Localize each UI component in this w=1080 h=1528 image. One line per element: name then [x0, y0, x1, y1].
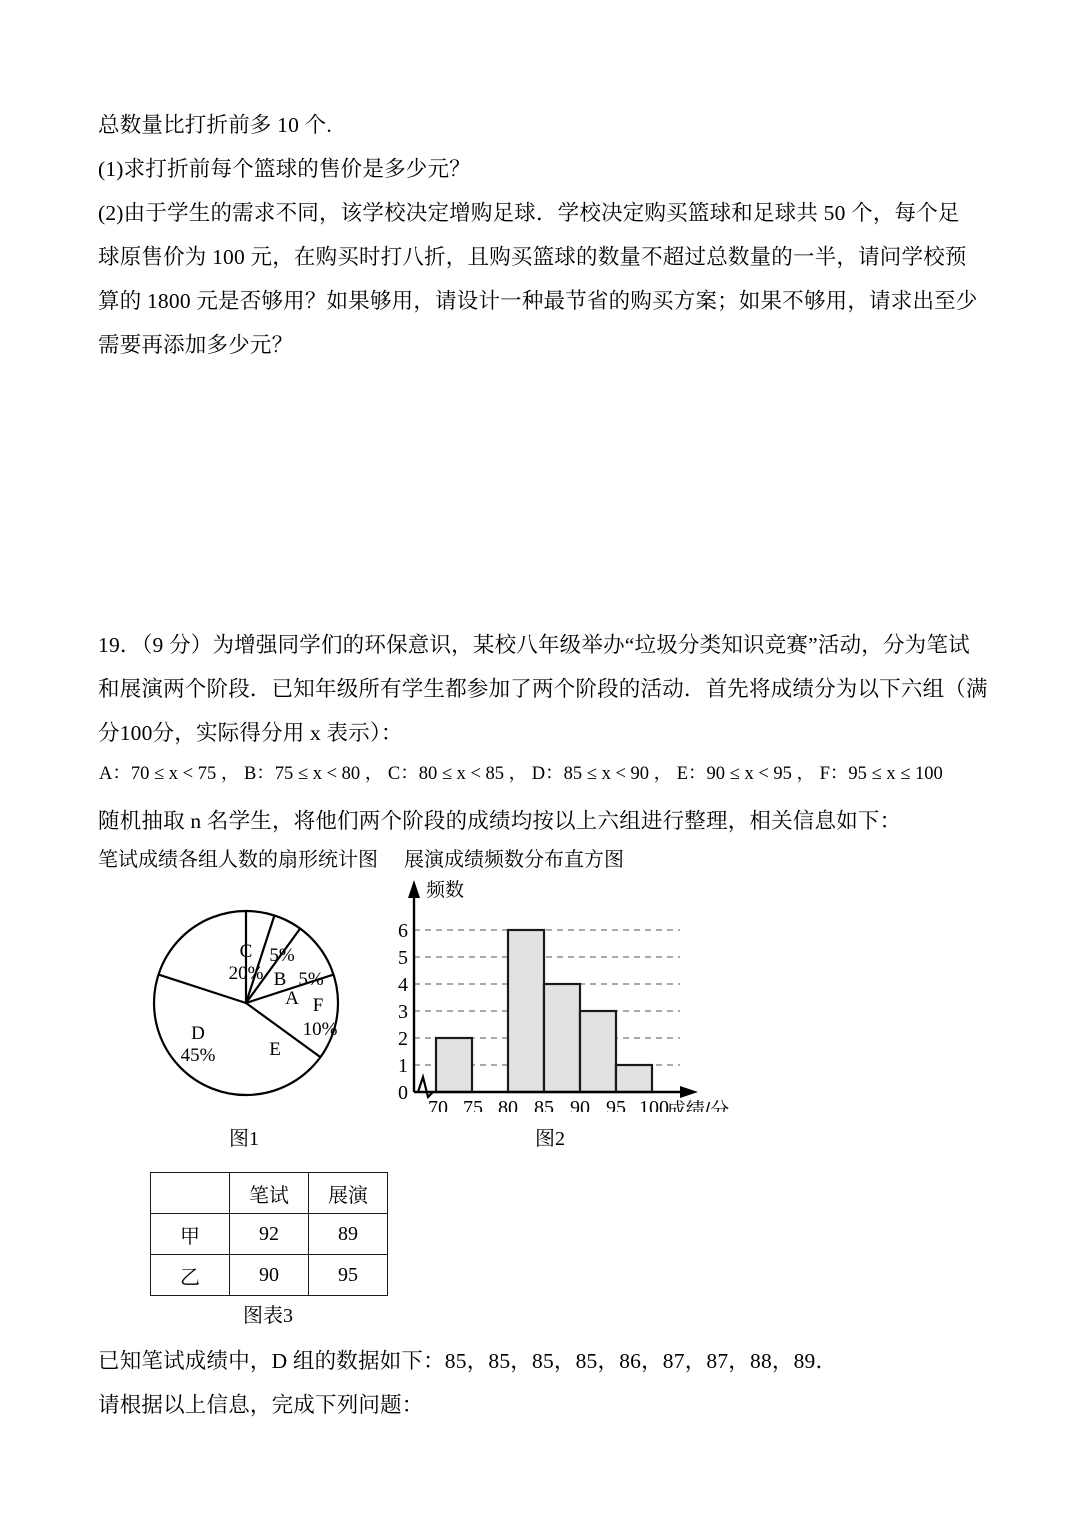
bar-95-100 — [616, 1065, 652, 1092]
bar-85-90 — [544, 984, 580, 1092]
table-row — [151, 1255, 388, 1296]
pie-chart-svg — [140, 895, 365, 1110]
paragraph-question-1: (1)求打折前每个篮球的售价是多少元？ — [98, 157, 471, 181]
question-19-footer-line-2: 请根据以上信息，完成下列问题： — [98, 1393, 424, 1417]
bar-chart-bars — [436, 930, 652, 1092]
x-tick-85: 85 — [534, 1097, 554, 1112]
question-19-footer-line-1: 已知笔试成绩中，D 组的数据如下：85，85，85，85，86，87，87，88，89． — [98, 1349, 838, 1373]
pie-percent-F: 10% — [302, 1019, 338, 1040]
x-tick-95: 95 — [606, 1097, 626, 1112]
question-19-groups-line: A：70 ≤ x < 75 ， B：75 ≤ x < 80 ， C：80 ≤ x < 85 ， D：85 ≤ x < 90 ， E：90 ≤ x < 95 ， F：95 ≤ x ≤ 100 — [99, 764, 943, 784]
pie-percent-A: 5% — [298, 969, 324, 990]
pie-label-B: B — [273, 969, 287, 990]
x-tick-75: 75 — [463, 1097, 483, 1112]
x-tick-80: 80 — [498, 1097, 518, 1112]
table-cell-yi-bishi: 90 — [230, 1255, 309, 1296]
table-row-label-jia: 甲 — [151, 1214, 230, 1255]
y-tick-5: 5 — [398, 947, 408, 969]
paragraph-question-2-line-3: 算的 1800 元是否够用？如果够用，请设计一种最节省的购买方案；如果不够用，请求出至少 — [98, 289, 978, 313]
bar-chart-svg — [392, 872, 752, 1112]
question-19-line-3: 分100分，实际得分用 x 表示）： — [98, 721, 403, 745]
table-header-row — [151, 1173, 388, 1214]
table-cell-jia-zhanyan: 89 — [309, 1214, 388, 1255]
pie-label-F: F — [312, 995, 324, 1016]
axis-break-icon — [418, 1077, 433, 1097]
figure-2-caption: 图2 — [535, 1128, 565, 1150]
bar-chart-y-ticks — [398, 920, 408, 1104]
pie-chart — [140, 895, 365, 1110]
pie-label-C: C — [239, 941, 253, 962]
bar-70-75 — [436, 1038, 472, 1092]
figure-1-caption: 图1 — [229, 1128, 259, 1150]
table-cell-jia-bishi: 92 — [230, 1214, 309, 1255]
x-tick-70: 70 — [428, 1097, 448, 1112]
question-19-line-4: 随机抽取 n 名学生，将他们两个阶段的成绩均按以上六组进行整理，相关信息如下： — [98, 809, 902, 833]
table-corner-cell — [151, 1173, 230, 1214]
y-tick-2: 2 — [398, 1028, 408, 1050]
table-3-caption: 图表3 — [243, 1305, 293, 1327]
score-table — [150, 1172, 388, 1296]
pie-label-E: E — [269, 1039, 281, 1060]
pie-percent-D: 45% — [180, 1045, 216, 1066]
bar-chart — [392, 872, 752, 1112]
paragraph-question-2-line-4: 需要再添加多少元？ — [98, 333, 294, 357]
y-tick-6: 6 — [398, 920, 408, 942]
paragraph-question-2-line-1: (2)由于学生的需求不同，该学校决定增购足球．学校决定购买篮球和足球共 50 个，每个足 — [98, 201, 960, 225]
paragraph-line-1: 总数量比打折前多 10 个. — [98, 113, 332, 137]
bar-80-85 — [508, 930, 544, 1092]
x-axis-arrow — [680, 1086, 698, 1098]
table-cell-yi-zhanyan: 95 — [309, 1255, 388, 1296]
table-row — [151, 1214, 388, 1255]
bar-chart-x-axis-label: 成绩/分 — [666, 1100, 730, 1112]
y-tick-0: 0 — [398, 1082, 408, 1104]
paragraph-question-2-line-2: 球原售价为 100 元，在购买时打八折，且购买篮球的数量不超过总数量的一半，请问学校预 — [98, 245, 967, 269]
bar-90-95 — [580, 1011, 616, 1092]
question-19-line-1: 19．（9 分）为增强同学们的环保意识，某校八年级举办“垃圾分类知识竞赛”活动，分为笔试 — [98, 633, 970, 657]
x-tick-100: 100 — [639, 1097, 669, 1112]
pie-percent-C: 20% — [228, 963, 264, 984]
table-header-zhanyan: 展演 — [309, 1173, 388, 1214]
y-axis-arrow — [408, 880, 420, 898]
bar-chart-y-axis-label: 频数 — [426, 880, 465, 901]
bar-chart-title: 展演成绩频数分布直方图 — [404, 849, 624, 871]
pie-percent-B: 5% — [269, 945, 295, 966]
pie-chart-title: 笔试成绩各组人数的扇形统计图 — [98, 849, 378, 871]
table-row-label-yi: 乙 — [151, 1255, 230, 1296]
y-tick-1: 1 — [398, 1055, 408, 1077]
pie-label-A: A — [285, 988, 299, 1009]
table-header-bishi: 笔试 — [230, 1173, 309, 1214]
question-19-line-2: 和展演两个阶段．已知年级所有学生都参加了两个阶段的活动．首先将成绩分为以下六组（满 — [98, 677, 988, 701]
y-tick-4: 4 — [398, 974, 408, 996]
y-tick-3: 3 — [398, 1001, 408, 1023]
pie-label-D: D — [191, 1023, 205, 1044]
x-tick-90: 90 — [570, 1097, 590, 1112]
bar-chart-x-ticks — [428, 1097, 669, 1112]
